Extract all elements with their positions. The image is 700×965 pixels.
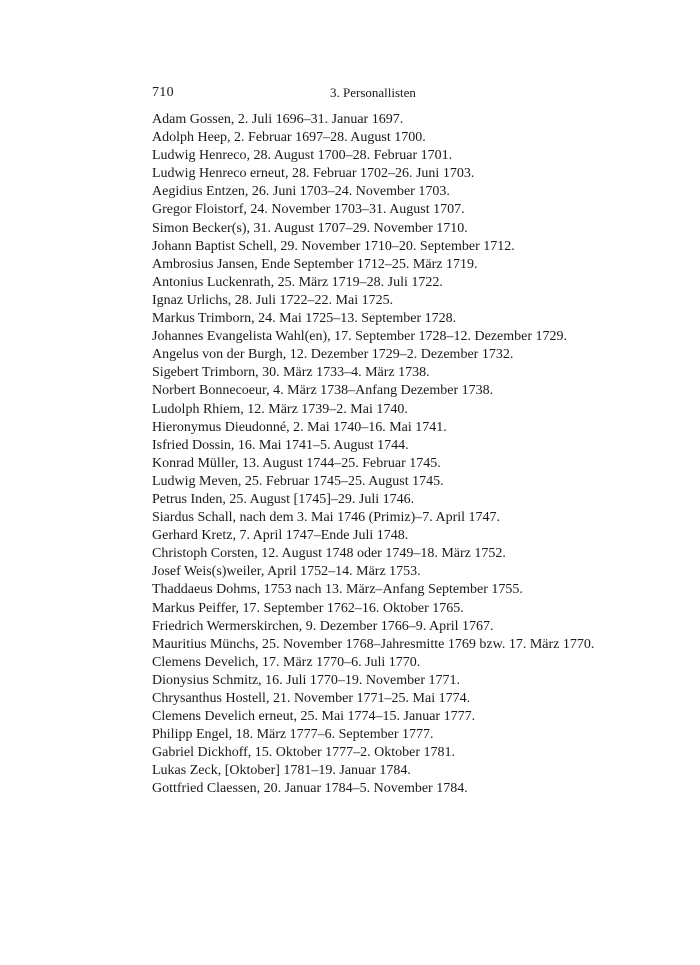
entry-list bbox=[152, 111, 622, 799]
list-item: Chrysanthus Hostell, 21. November 1771–25. Mai 1774. bbox=[152, 691, 471, 706]
list-item: Gerhard Kretz, 7. April 1747–Ende Juli 1748. bbox=[152, 528, 409, 544]
list-item: Philipp Engel, 18. März 1777–6. September 1777. bbox=[152, 727, 434, 743]
list-item: Ludwig Henreco erneut, 28. Februar 1702–26. Juni 1703. bbox=[152, 166, 475, 182]
list-item: Johann Baptist Schell, 29. November 1710–20. September 1712. bbox=[152, 238, 515, 254]
list-item: Ludwig Meven, 25. Februar 1745–25. August 1745. bbox=[152, 473, 444, 489]
list-item: Adolph Heep, 2. Februar 1697–28. August 1700. bbox=[152, 130, 426, 146]
list-item: Christoph Corsten, 12. August 1748 oder 1749–18. März 1752. bbox=[152, 546, 506, 562]
list-item: Gabriel Dickhoff, 15. Oktober 1777–2. Oktober 1781. bbox=[152, 745, 456, 761]
list-item: Markus Trimborn, 24. Mai 1725–13. September 1728. bbox=[152, 311, 457, 327]
list-item: Adam Gossen, 2. Juli 1696–31. Januar 1697. bbox=[152, 112, 404, 127]
list-item: Norbert Bonnecoeur, 4. März 1738–Anfang Dezember 1738. bbox=[152, 383, 494, 399]
list-item: Dionysius Schmitz, 16. Juli 1770–19. November 1771. bbox=[152, 672, 460, 688]
list-item: Hieronymus Dieudonné, 2. Mai 1740–16. Mai 1741. bbox=[152, 419, 447, 435]
page-number: 710 bbox=[152, 85, 174, 100]
list-item: Gottfried Claessen, 20. Januar 1784–5. November 1784. bbox=[152, 781, 468, 797]
list-item: Markus Peiffer, 17. September 1762–16. Oktober 1765. bbox=[152, 600, 464, 616]
list-item: Johannes Evangelista Wahl(en), 17. September 1728–12. Dezember 1729. bbox=[152, 329, 568, 345]
list-item: Lukas Zeck, [Oktober] 1781–19. Januar 1784. bbox=[152, 763, 411, 779]
list-item: Clemens Develich erneut, 25. Mai 1774–15. Januar 1777. bbox=[152, 709, 476, 725]
list-item: Thaddaeus Dohms, 1753 nach 13. März–Anfang September 1755. bbox=[152, 582, 523, 598]
list-item: Ambrosius Jansen, Ende September 1712–25. März 1719. bbox=[152, 256, 478, 272]
list-item: Antonius Luckenrath, 25. März 1719–28. Juli 1722. bbox=[152, 274, 443, 290]
list-item: Friedrich Wermerskirchen, 9. Dezember 1766–9. April 1767. bbox=[152, 618, 494, 634]
list-item: Mauritius Münchs, 25. November 1768–Jahresmitte 1769 bzw. 17. März 1770. bbox=[152, 636, 595, 652]
list-item: Aegidius Entzen, 26. Juni 1703–24. November 1703. bbox=[152, 184, 450, 200]
list-item: Petrus Inden, 25. August [1745]–29. Juli 1746. bbox=[152, 491, 415, 507]
list-item: Ignaz Urlichs, 28. Juli 1722–22. Mai 1725. bbox=[152, 292, 394, 308]
list-item: Josef Weis(s)weiler, April 1752–14. März 1753. bbox=[152, 564, 421, 580]
list-item: Sigebert Trimborn, 30. März 1733–4. März 1738. bbox=[152, 365, 430, 381]
list-item: Isfried Dossin, 16. Mai 1741–5. August 1744. bbox=[152, 437, 409, 453]
list-item: Ludolph Rhiem, 12. März 1739–2. Mai 1740. bbox=[152, 401, 408, 417]
list-item: Siardus Schall, nach dem 3. Mai 1746 (Primiz)–7. April 1747. bbox=[152, 510, 501, 526]
list-item: Gregor Floistorf, 24. November 1703–31. August 1707. bbox=[152, 202, 465, 218]
list-item: Simon Becker(s), 31. August 1707–29. November 1710. bbox=[152, 220, 468, 236]
list-item: Angelus von der Burgh, 12. Dezember 1729–2. Dezember 1732. bbox=[152, 347, 514, 363]
list-item: Clemens Develich, 17. März 1770–6. Juli 1770. bbox=[152, 654, 421, 670]
running-head: 3. Personallisten bbox=[330, 85, 416, 100]
list-item: Ludwig Henreco, 28. August 1700–28. Februar 1701. bbox=[152, 148, 453, 164]
list-item: Konrad Müller, 13. August 1744–25. Februar 1745. bbox=[152, 455, 441, 471]
